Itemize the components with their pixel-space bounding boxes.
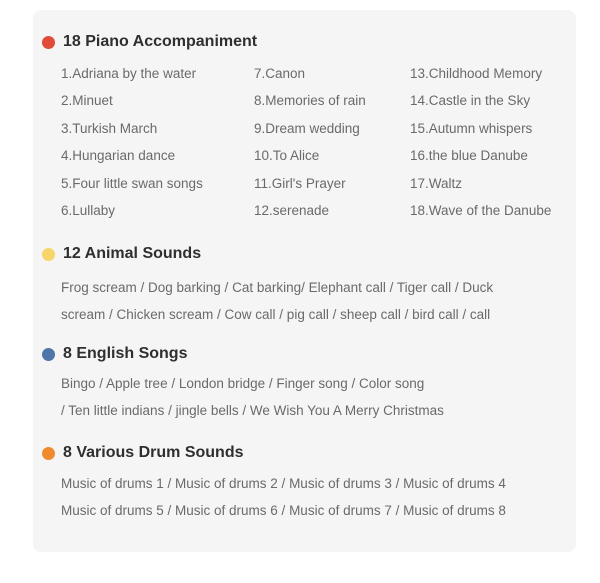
song-item: 14.Castle in the Sky — [410, 93, 531, 109]
text-line: Bingo / Apple tree / London bridge / Finger song / Color song — [61, 376, 425, 391]
song-item: 9.Dream wedding — [254, 120, 360, 136]
song-item: 5.Four little swan songs — [61, 175, 203, 191]
song-item: 3.Turkish March — [61, 120, 158, 136]
section-english-header — [42, 345, 187, 363]
orange-dot-icon — [42, 447, 55, 460]
red-dot-icon — [42, 36, 55, 49]
song-item: 2.Minuet — [61, 93, 113, 109]
song-item: 15.Autumn whispers — [410, 120, 533, 136]
piano-column-3 — [410, 60, 551, 224]
section-drum-header — [42, 444, 243, 462]
animal-sounds-text — [61, 274, 561, 328]
blue-dot-icon — [42, 348, 55, 361]
song-item: 12.serenade — [254, 202, 330, 218]
section-title-english: 8 English Songs — [63, 345, 188, 362]
section-title-piano: 18 Piano Accompaniment — [63, 33, 258, 50]
song-item: 16.the blue Danube — [410, 148, 528, 164]
text-line: / Ten little indians / jingle bells / We Wish You A Merry Christmas — [61, 403, 444, 418]
song-item: 17.Waltz — [410, 175, 463, 191]
song-item: 11.Girl's Prayer — [254, 175, 346, 191]
song-item: 13.Childhood Memory — [410, 66, 543, 81]
yellow-dot-icon — [42, 248, 55, 261]
text-line: Music of drums 1 / Music of drums 2 / Music of drums 3 / Music of drums 4 — [61, 476, 506, 491]
song-item: 4.Hungarian dance — [61, 148, 176, 164]
song-item: 7.Canon — [254, 66, 306, 81]
song-item: 1.Adriana by the water — [61, 66, 197, 81]
song-item: 8.Memories of rain — [254, 93, 366, 109]
section-title-drum: 8 Various Drum Sounds — [63, 444, 244, 461]
text-line: scream / Chicken scream / Cow call / pig call / sheep call / bird call / call — [61, 307, 491, 322]
drum-sounds-text — [61, 470, 561, 524]
section-animal-header — [42, 245, 201, 263]
piano-column-2 — [254, 60, 366, 224]
text-line: Music of drums 5 / Music of drums 6 / Music of drums 7 / Music of drums 8 — [61, 503, 506, 518]
song-item: 6.Lullaby — [61, 202, 116, 218]
english-songs-text — [61, 370, 561, 424]
section-title-animal: 12 Animal Sounds — [63, 245, 202, 262]
song-item: 10.To Alice — [254, 148, 320, 164]
section-piano-header — [42, 33, 257, 51]
piano-column-1 — [61, 60, 203, 224]
song-item: 18.Wave of the Danube — [410, 202, 552, 218]
text-line: Frog scream / Dog barking / Cat barking/ Elephant call / Tiger call / Duck — [61, 280, 494, 295]
